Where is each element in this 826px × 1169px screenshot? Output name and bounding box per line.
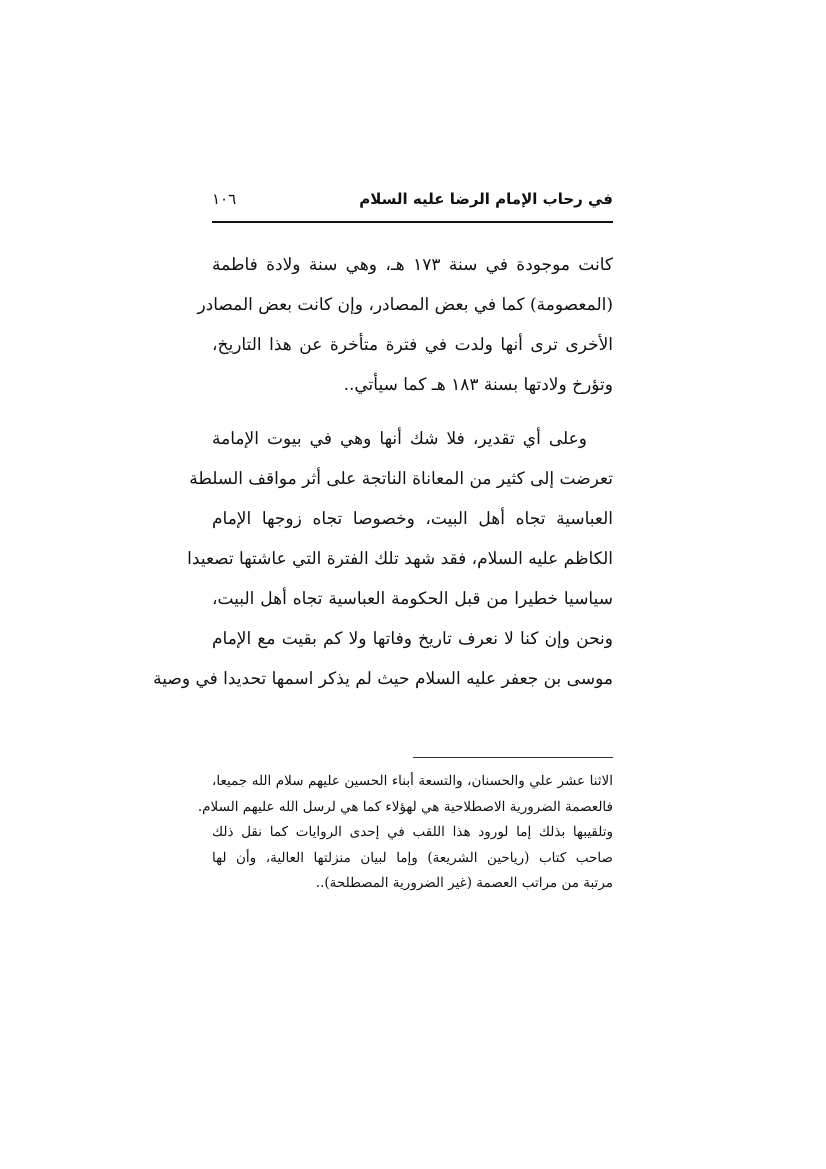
text-line: وعلى أي تقدير، فلا شك أنها وهي في بيوت الإمامة: [212, 429, 587, 449]
text-line: ونحن وإن كنا لا نعرف تاريخ وفاتها ولا كم بقيت مع الإمام: [212, 629, 613, 649]
running-title: في رحاب الإمام الرضا عليه السلام: [359, 190, 613, 208]
footnote-line: وتلقيبها بذلك إما لورود هذا اللقب في إحدى الروايات كما نقل ذلك: [212, 824, 613, 840]
text-line: (المعصومة) كما في بعض المصادر، وإن كانت بعض المصادر: [197, 295, 613, 315]
page-header: [212, 186, 613, 212]
footnote-divider: [413, 757, 613, 758]
footnote-line: صاحب كتاب (رياحين الشريعة) وإما لبيان منزلتها العالية، وأن لها: [212, 849, 613, 866]
text-line: الأخرى ترى أنها ولدت في فترة متأخرة عن هذا التاريخ،: [212, 335, 613, 355]
footnote-line: الاثنا عشر علي والحسنان، والتسعة أبناء الحسين عليهم سلام الله جميعا،: [212, 773, 613, 789]
text-line: وتؤرخ ولادتها بسنة ١٨٣ هـ كما سيأتي..: [343, 375, 613, 395]
text-line: تعرضت إلى كثير من المعاناة الناتجة على أثر مواقف السلطة: [189, 469, 613, 489]
footnote-line: مرتبة من مراتب العصمة (غير الضرورية المصطلحة)..: [315, 875, 613, 891]
body-text: [153, 248, 613, 702]
text-line: العباسية تجاه أهل البيت، وخصوصا تجاه زوجها الإمام: [212, 509, 613, 529]
footnote: [197, 769, 613, 897]
text-line: موسى بن جعفر عليه السلام حيث لم يذكر اسمها تحديدا في وصية: [153, 669, 613, 689]
text-line: كانت موجودة في سنة ١٧٣ هـ، وهي سنة ولادة فاطمة: [212, 255, 613, 275]
header-divider: [212, 221, 613, 223]
text-line: الكاظم عليه السلام، فقد شهد تلك الفترة التي عاشتها تصعيدا: [187, 549, 613, 569]
text-line: سياسيا خطيرا من قبل الحكومة العباسية تجاه أهل البيت،: [212, 589, 613, 609]
page-number: ١٠٦: [212, 190, 237, 208]
footnote-line: فالعصمة الضرورية الاصطلاحية هي لهؤلاء كما هي لرسل الله عليهم السلام.: [197, 798, 613, 815]
